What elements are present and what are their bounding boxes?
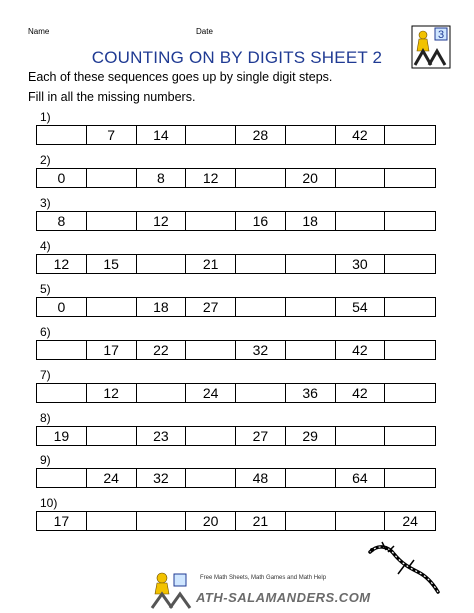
answer-box[interactable] <box>37 341 87 359</box>
question-label: 1) <box>40 110 51 124</box>
question-label: 4) <box>40 239 51 253</box>
answer-box[interactable] <box>186 341 236 359</box>
answer-box[interactable] <box>236 255 286 273</box>
answer-box[interactable] <box>385 298 435 316</box>
given-number: 16 <box>236 212 286 230</box>
answer-box[interactable] <box>336 427 386 445</box>
answer-box[interactable] <box>385 469 435 487</box>
question-label: 5) <box>40 282 51 296</box>
given-number: 15 <box>87 255 137 273</box>
given-number: 29 <box>286 427 336 445</box>
answer-box[interactable] <box>286 469 336 487</box>
answer-box[interactable] <box>87 169 137 187</box>
given-number: 24 <box>87 469 137 487</box>
answer-box[interactable] <box>286 126 336 144</box>
given-number: 12 <box>87 384 137 402</box>
answer-box[interactable] <box>87 298 137 316</box>
sequence-row <box>36 426 436 446</box>
sequence-row <box>36 254 436 274</box>
given-number: 19 <box>37 427 87 445</box>
given-number: 8 <box>37 212 87 230</box>
answer-box[interactable] <box>37 126 87 144</box>
answer-box[interactable] <box>286 512 336 530</box>
given-number: 42 <box>336 384 386 402</box>
answer-box[interactable] <box>186 126 236 144</box>
answer-box[interactable] <box>336 169 386 187</box>
grade-badge-number: 3 <box>437 29 445 41</box>
answer-box[interactable] <box>286 298 336 316</box>
answer-box[interactable] <box>236 298 286 316</box>
given-number: 48 <box>236 469 286 487</box>
answer-box[interactable] <box>137 384 187 402</box>
date-label: Date <box>196 27 213 36</box>
question-label: 7) <box>40 368 51 382</box>
instruction-line-1: Each of these sequences goes up by single digit steps. <box>28 70 333 84</box>
given-number: 28 <box>236 126 286 144</box>
answer-box[interactable] <box>385 341 435 359</box>
given-number: 12 <box>186 169 236 187</box>
given-number: 8 <box>137 169 187 187</box>
given-number: 64 <box>336 469 386 487</box>
given-number: 42 <box>336 126 386 144</box>
answer-box[interactable] <box>37 384 87 402</box>
question-label: 9) <box>40 453 51 467</box>
answer-box[interactable] <box>186 212 236 230</box>
question-label: 6) <box>40 325 51 339</box>
given-number: 27 <box>236 427 286 445</box>
question-label: 3) <box>40 196 51 210</box>
sequence-row <box>36 340 436 360</box>
given-number: 24 <box>402 513 418 529</box>
given-number: 7 <box>87 126 137 144</box>
given-number: 18 <box>286 212 336 230</box>
footer-tagline: Free Math Sheets, Math Games and Math Help <box>200 575 327 581</box>
answer-box[interactable] <box>236 384 286 402</box>
given-number: 12 <box>37 255 87 273</box>
question-label: 2) <box>40 153 51 167</box>
given-number: 27 <box>186 298 236 316</box>
answer-box[interactable] <box>286 255 336 273</box>
answer-box[interactable] <box>137 512 187 530</box>
answer-box[interactable] <box>385 126 435 144</box>
sequence-row <box>36 125 436 145</box>
answer-box[interactable] <box>236 169 286 187</box>
sequence-row <box>36 211 436 231</box>
sequence-row <box>36 297 436 317</box>
answer-box[interactable] <box>87 212 137 230</box>
answer-box[interactable] <box>385 384 435 402</box>
answer-box[interactable] <box>385 212 435 230</box>
answer-box[interactable] <box>186 427 236 445</box>
given-number: 12 <box>137 212 187 230</box>
sequence-row <box>36 383 436 403</box>
given-number: 24 <box>186 384 236 402</box>
salamander-footer-logo-icon <box>150 570 192 610</box>
sequence-row <box>36 468 436 488</box>
given-number: 36 <box>286 384 336 402</box>
answer-box[interactable] <box>87 512 137 530</box>
answer-box[interactable] <box>186 469 236 487</box>
answer-box[interactable] <box>37 469 87 487</box>
answer-box[interactable] <box>336 212 386 230</box>
answer-box[interactable] <box>385 427 435 445</box>
given-number: 20 <box>286 169 336 187</box>
given-number: 17 <box>37 512 87 530</box>
answer-box[interactable] <box>286 341 336 359</box>
answer-box[interactable] <box>137 255 187 273</box>
answer-box[interactable] <box>87 427 137 445</box>
answer-box[interactable] <box>385 255 435 273</box>
footer-brand: ATH-SALAMANDERS.COM <box>196 590 371 605</box>
answer-box[interactable] <box>385 169 435 187</box>
answer-box[interactable] <box>336 512 386 530</box>
given-number: 54 <box>336 298 386 316</box>
given-number: 17 <box>87 341 137 359</box>
given-number: 32 <box>236 341 286 359</box>
given-number: 0 <box>37 169 87 187</box>
sequence-row <box>36 511 436 531</box>
salamander-icon <box>364 538 444 600</box>
sequence-row <box>36 168 436 188</box>
given-number: 23 <box>137 427 187 445</box>
given-number: 14 <box>137 126 187 144</box>
question-label: 8) <box>40 411 51 425</box>
name-label: Name <box>28 27 50 36</box>
instruction-line-2: Fill in all the missing numbers. <box>28 90 196 104</box>
given-number: 22 <box>137 341 187 359</box>
question-label: 10) <box>40 496 58 510</box>
page-title: COUNTING ON BY DIGITS SHEET 2 <box>91 48 383 67</box>
given-number: 32 <box>137 469 187 487</box>
given-number: 21 <box>186 255 236 273</box>
given-number: 42 <box>336 341 386 359</box>
given-number: 0 <box>37 298 87 316</box>
given-number: 20 <box>186 512 236 530</box>
given-number: 21 <box>236 512 286 530</box>
given-number: 18 <box>137 298 187 316</box>
given-number: 30 <box>336 255 386 273</box>
